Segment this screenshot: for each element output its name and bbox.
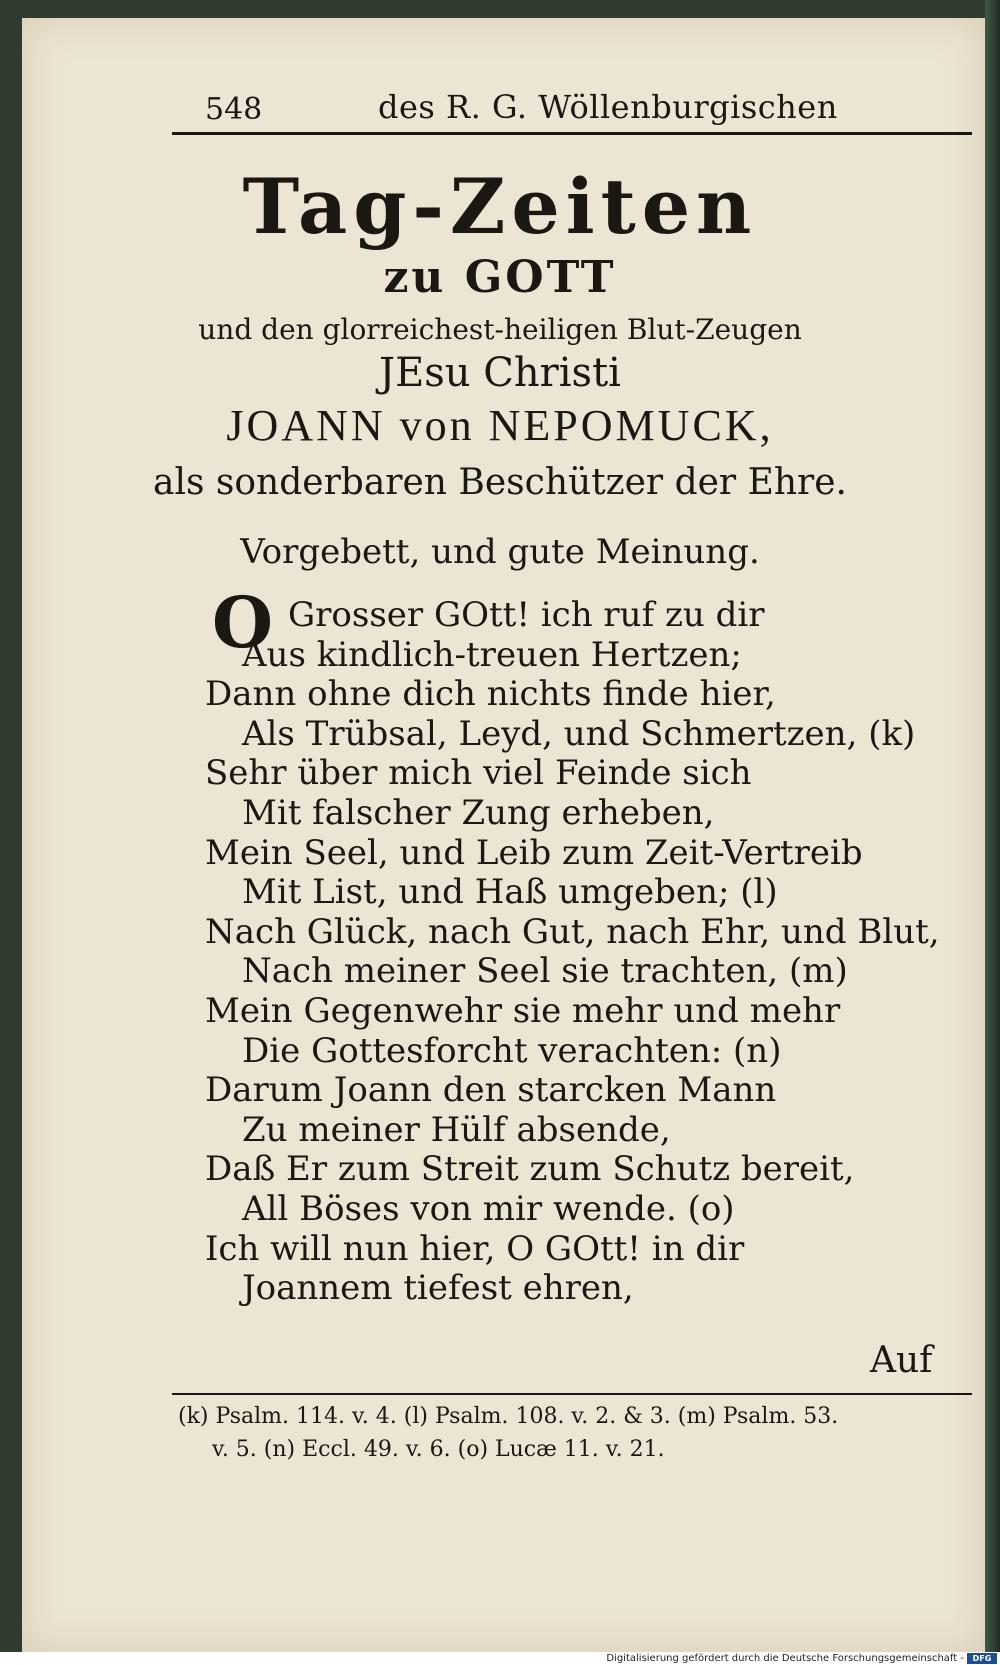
poem-line: Nach Glück, nach Gut, nach Ehr, und Blut,: [205, 911, 940, 952]
poem-line: Als Trübsal, Leyd, und Schmertzen, (k): [242, 713, 916, 754]
poem-line: Darum Joann den starcken Mann: [205, 1070, 777, 1111]
title-line-5: JOANN von NEPOMUCK,: [226, 401, 774, 450]
poem-line: Daß Er zum Streit zum Schutz bereit,: [205, 1149, 855, 1190]
digitization-footer: [0, 1652, 1000, 1665]
poem-line: Nach meiner Seel sie trachten, (m): [242, 951, 848, 992]
dfg-logo: DFG: [967, 1653, 997, 1664]
running-head: des R. G. Wöllenburgischen: [378, 88, 838, 126]
poem-line: Mein Gegenwehr sie mehr und mehr: [205, 991, 841, 1031]
catchword: Auf: [870, 1340, 933, 1381]
footnote-line: (k) Psalm. 114. v. 4. (l) Psalm. 108. v. 2. & 3. (m) Psalm. 53.: [178, 1404, 839, 1429]
poem-line: Mit List, und Haß umgeben; (l): [242, 872, 778, 913]
poem-line: Aus kindlich-treuen Hertzen;: [242, 634, 742, 675]
page-title: Tag-Zeiten: [242, 162, 758, 251]
footnote-rule: [172, 1393, 972, 1395]
digitization-credit: Digitalisierung gefördert durch die Deutsche Forschungsgemeinschaft -: [606, 1653, 964, 1664]
drop-cap: O: [212, 581, 273, 664]
header-rule: [172, 132, 972, 135]
poem-line: Mein Seel, und Leib zum Zeit-Vertreib: [205, 832, 863, 873]
poem-line: Sehr über mich viel Feinde sich: [205, 753, 752, 794]
poem-line: Ich will nun hier, O GOtt! in dir: [205, 1228, 745, 1269]
poem-line: Zu meiner Hülf absende,: [242, 1109, 671, 1150]
poem-line: Joannem tiefest ehren,: [242, 1268, 634, 1309]
title-line-4: JEsu Christi: [379, 350, 621, 396]
section-heading: Vorgebett, und gute Meinung.: [240, 532, 760, 572]
poem-line: All Böses von mir wende. (o): [242, 1189, 735, 1229]
title-line-6: als sonderbaren Beschützer der Ehre.: [152, 462, 848, 503]
page-number: 548: [205, 92, 263, 127]
title-line-2: zu GOTT: [383, 252, 617, 303]
poem-line: Die Gottesforcht verachten: (n): [242, 1030, 782, 1071]
poem-line: Grosser GOtt! ich ruf zu dir: [288, 595, 765, 635]
footnote-line: v. 5. (n) Eccl. 49. v. 6. (o) Lucæ 11. v. 21.: [212, 1437, 665, 1462]
poem-line: Mit falscher Zung erheben,: [242, 793, 715, 833]
title-line-3: und den glorreichest-heiligen Blut-Zeugen: [198, 313, 802, 346]
poem-line: Dann ohne dich nichts finde hier,: [205, 674, 776, 715]
